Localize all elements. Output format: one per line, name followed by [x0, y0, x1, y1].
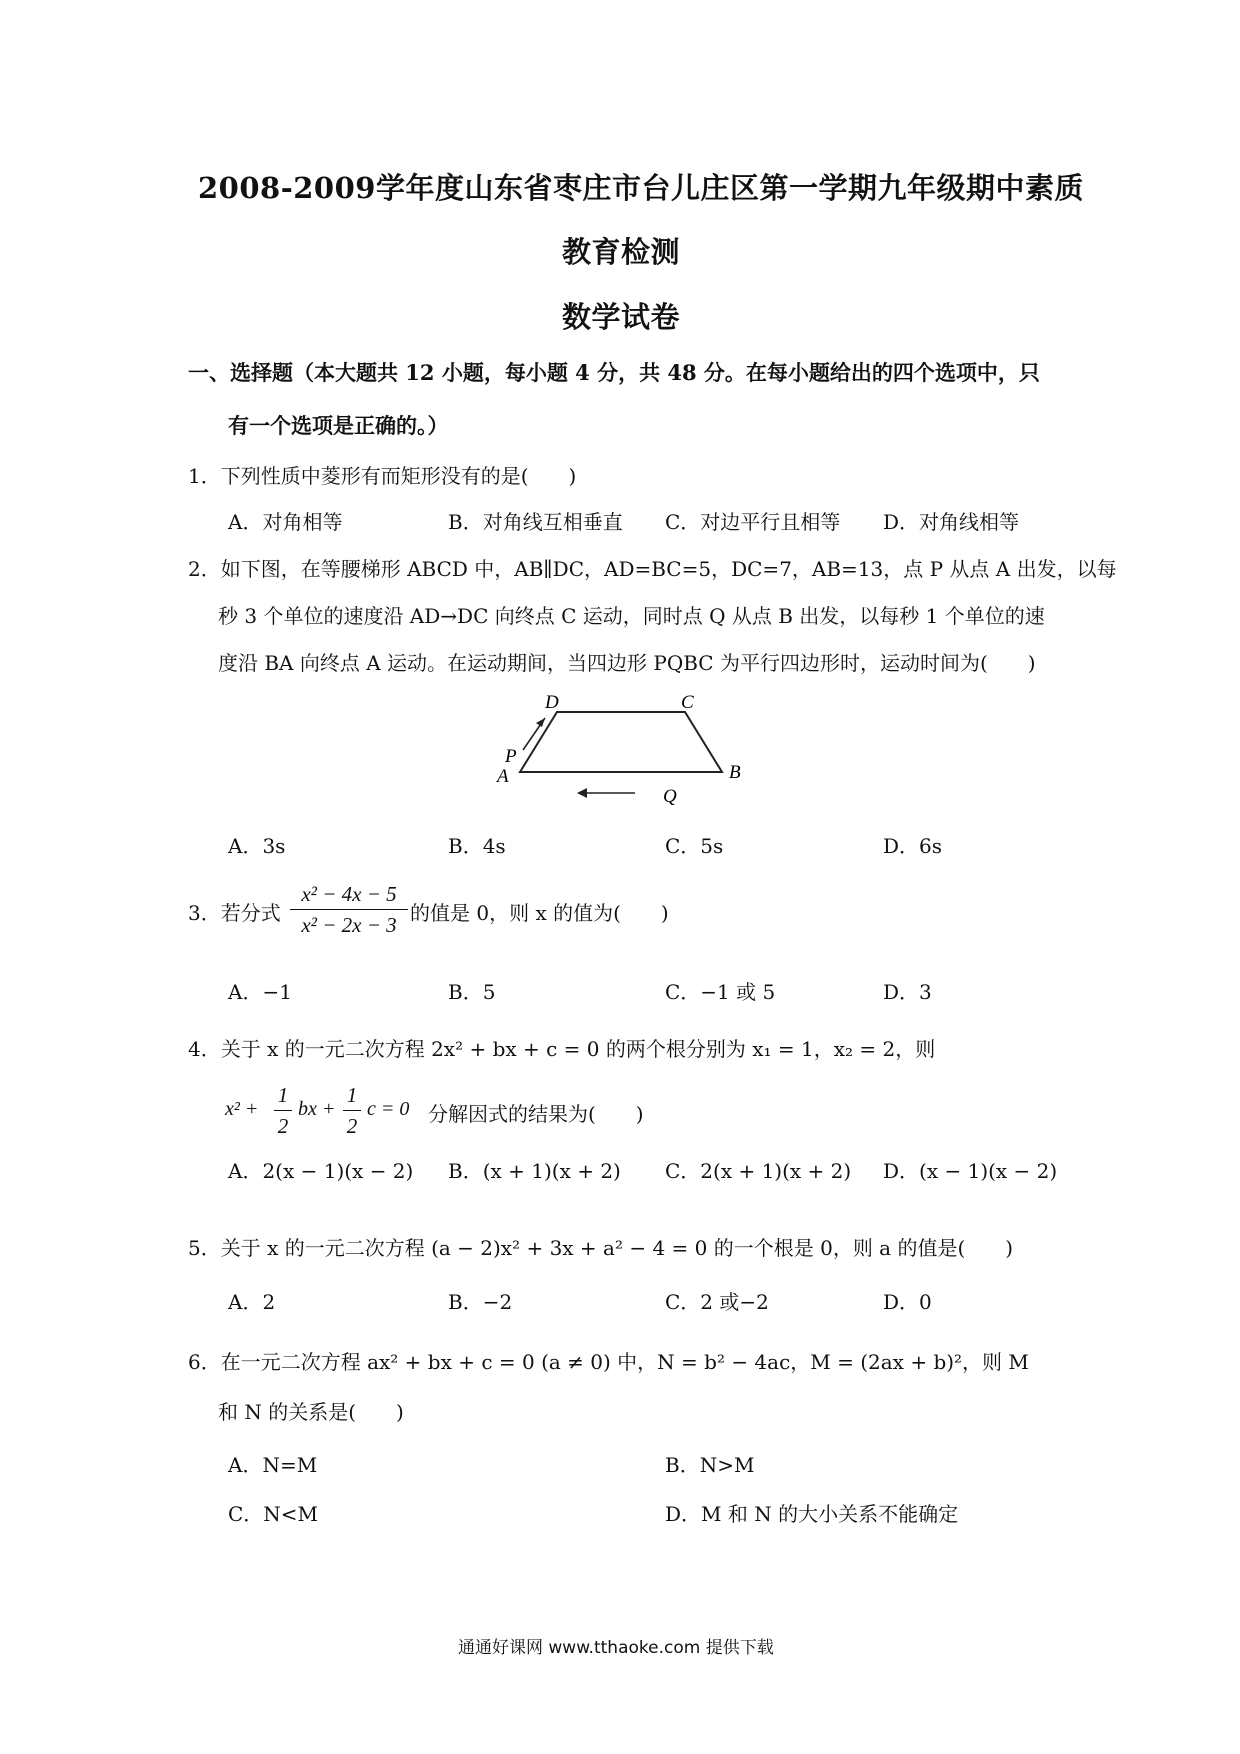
question-3-suffix: 的值是 0，则 x 的值为( )	[410, 901, 669, 925]
question-6-line1: 6．在一元二次方程 ax² + bx + c = 0 (a ≠ 0) 中，N = b² − 4ac，M = (2ax + b)²，则 M	[188, 1350, 1029, 1374]
section-heading-line1: 一、选择题（本大题共 12 小题，每小题 4 分，共 48 分。在每小题给出的四个选项中，只	[188, 360, 1040, 385]
q5-option-b: B．−2	[448, 1290, 513, 1314]
q3-fraction-numerator: x² − 4x − 5	[301, 882, 397, 906]
question-3-prefix: 3．若分式	[188, 901, 281, 925]
page-title-line2: 教育检测	[562, 235, 681, 269]
question-1: 1．下列性质中菱形有而矩形没有的是( )	[188, 464, 577, 488]
q4-fraction-2-num: 1	[346, 1083, 358, 1107]
q3-fraction-denominator: x² − 2x − 3	[301, 913, 397, 937]
q2-option-b: B．4s	[448, 834, 506, 858]
q3-fraction	[290, 880, 408, 939]
question-4-expr-d: 分解因式的结果为( )	[428, 1102, 644, 1126]
q4-fraction-1	[274, 1081, 292, 1140]
question-5: 5．关于 x 的一元二次方程 (a − 2)x² + 3x + a² − 4 = 0 的一个根是 0，则 a 的值是( )	[188, 1236, 1014, 1260]
question-4-expr-c: c = 0	[367, 1098, 410, 1120]
page-footer: 通通好课网 www.tthaoke.com 提供下载	[458, 1638, 774, 1658]
q4-option-d: D．(x − 1)(x − 2)	[883, 1159, 1058, 1183]
q4-fraction-2-den: 2	[346, 1114, 358, 1138]
section-heading-line2: 有一个选项是正确的。）	[228, 413, 449, 438]
question-2-line1: 2．如下图，在等腰梯形 ABCD 中，AB∥DC，AD=BC=5，DC=7，AB=13，点 P 从点 A 出发，以每	[188, 557, 1117, 581]
q4-option-a: A．2(x − 1)(x − 2)	[228, 1159, 414, 1183]
label-p: P	[505, 746, 517, 767]
q1-option-b: B．对角线互相垂直	[448, 510, 623, 534]
q2-option-d: D．6s	[883, 834, 943, 858]
label-q: Q	[663, 786, 677, 807]
q5-option-c: C．2 或−2	[665, 1290, 769, 1314]
question-4-expr-a: x² +	[225, 1098, 259, 1120]
page-subtitle: 数学试卷	[562, 300, 681, 334]
label-d: D	[545, 692, 559, 713]
question-4-expr-b: bx +	[298, 1098, 336, 1120]
q3-option-d: D．3	[883, 980, 932, 1004]
question-2-line3: 度沿 BA 向终点 A 运动。在运动期间，当四边形 PQBC 为平行四边形时，运动时间为( )	[218, 651, 1036, 675]
q6-option-d: D．M 和 N 的大小关系不能确定	[665, 1502, 959, 1526]
q1-option-d: D．对角线相等	[883, 510, 1020, 534]
q1-option-a: A．对角相等	[228, 510, 343, 534]
trapezoid-figure	[485, 690, 755, 810]
q6-option-c: C．N<M	[228, 1502, 319, 1526]
q6-option-a: A．N=M	[228, 1453, 318, 1477]
q4-fraction-1-den: 2	[277, 1114, 289, 1138]
q4-fraction-1-num: 1	[277, 1083, 289, 1107]
trapezoid-abcd	[520, 712, 722, 772]
q4-option-b: B．(x + 1)(x + 2)	[448, 1159, 621, 1183]
q1-option-c: C．对边平行且相等	[665, 510, 841, 534]
q5-option-a: A．2	[228, 1290, 276, 1314]
q2-option-c: C．5s	[665, 834, 724, 858]
label-c: C	[681, 692, 694, 713]
q6-option-b: B．N>M	[665, 1453, 755, 1477]
q2-option-a: A．3s	[228, 834, 286, 858]
q4-fraction-2	[343, 1081, 361, 1140]
q3-option-c: C．−1 或 5	[665, 980, 776, 1004]
label-a: A	[497, 766, 509, 787]
page-title-line1: 2008-2009学年度山东省枣庄市台儿庄区第一学期九年级期中素质	[198, 171, 1084, 205]
q5-option-d: D．0	[883, 1290, 932, 1314]
q3-option-a: A．−1	[228, 980, 292, 1004]
q4-option-c: C．2(x + 1)(x + 2)	[665, 1159, 852, 1183]
question-6-line2: 和 N 的关系是( )	[218, 1400, 404, 1424]
label-b: B	[729, 762, 741, 783]
question-4-line1: 4．关于 x 的一元二次方程 2x² + bx + c = 0 的两个根分别为 x₁ = 1，x₂ = 2，则	[188, 1037, 936, 1061]
question-2-line2: 秒 3 个单位的速度沿 AD→DC 向终点 C 运动，同时点 Q 从点 B 出发，以每秒 1 个单位的速	[218, 604, 1045, 628]
q3-option-b: B．5	[448, 980, 496, 1004]
